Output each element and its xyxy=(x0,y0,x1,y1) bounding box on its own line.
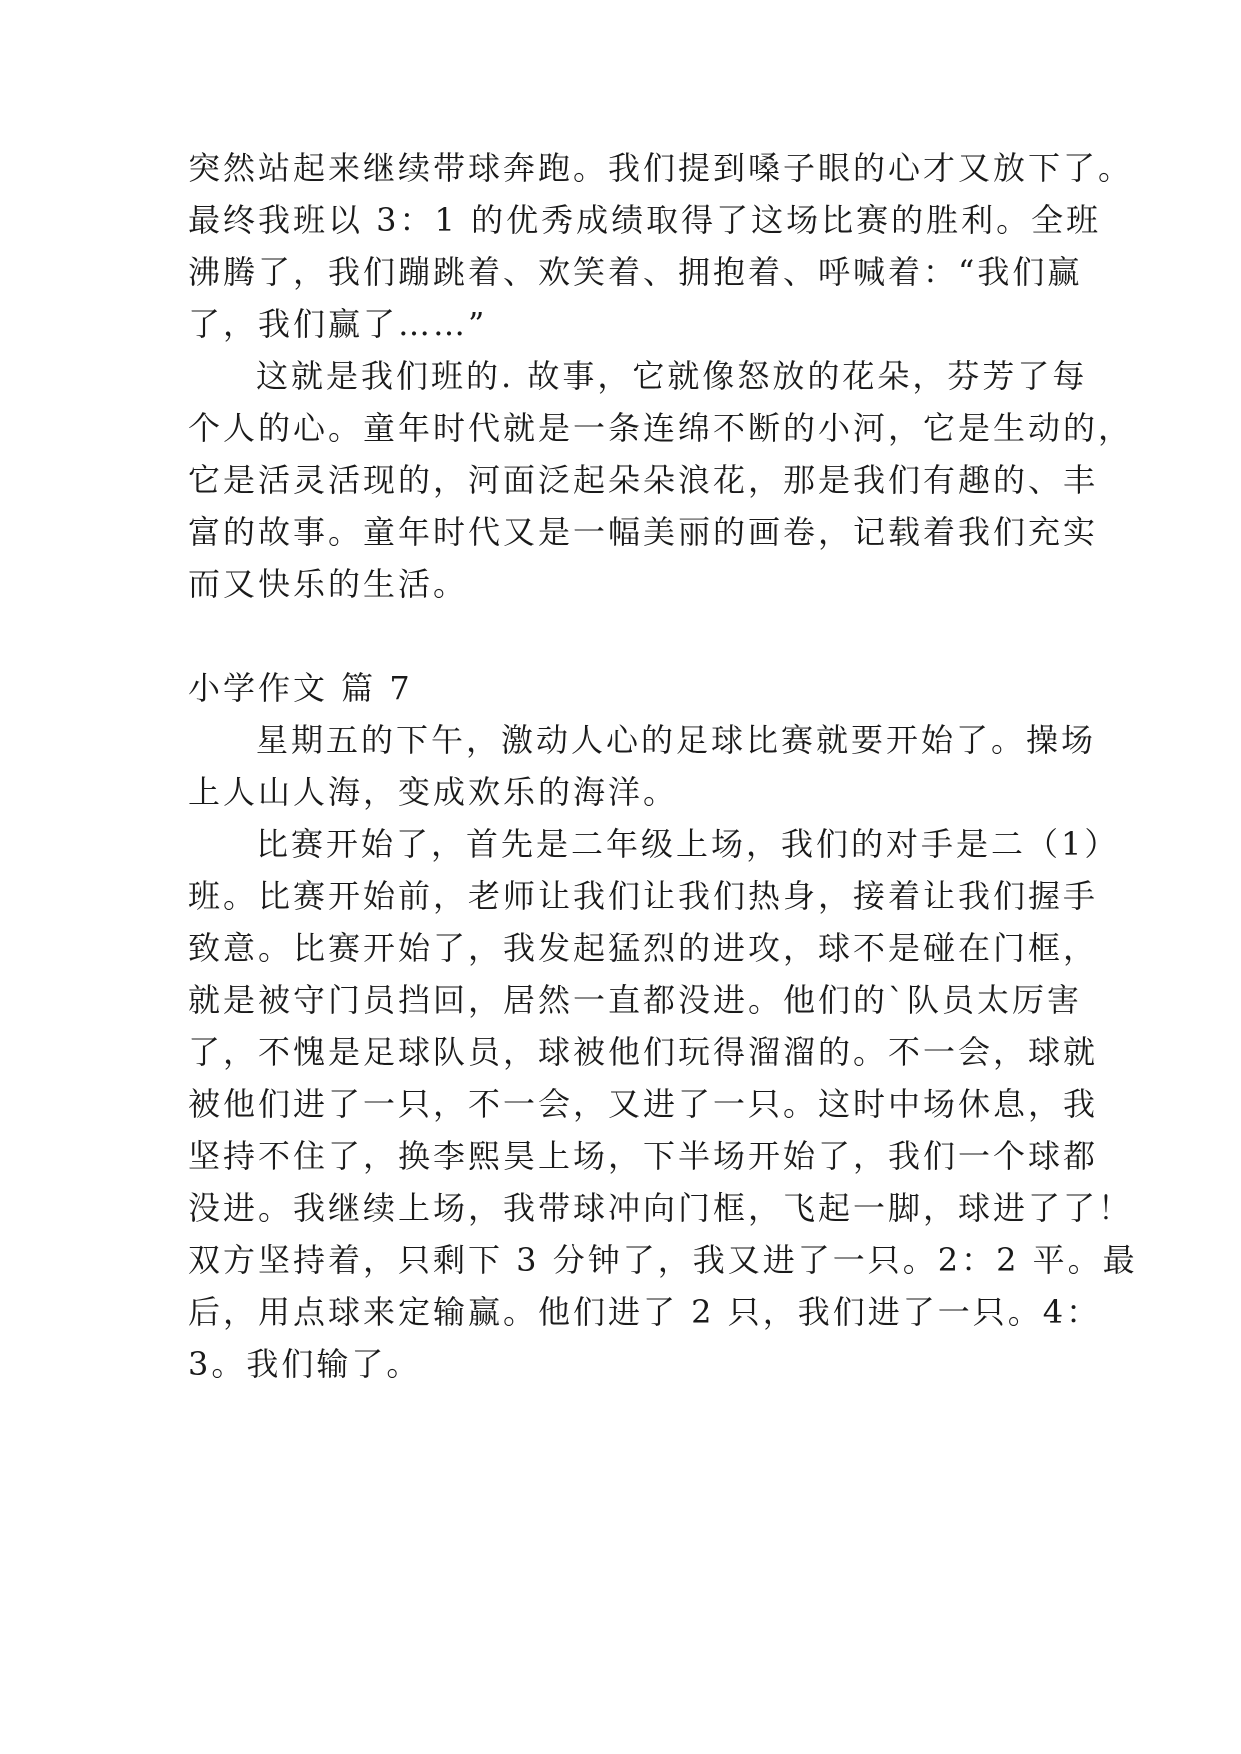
paragraph-line: 双方坚持着，只剩下 3 分钟了，我又进了一只。2：2 平。最 xyxy=(188,1241,1138,1279)
paragraph-line: 3。我们输了。 xyxy=(188,1345,422,1383)
paragraph-line: 最终我班以 3：1 的优秀成绩取得了这场比赛的胜利。全班 xyxy=(188,201,1102,239)
paragraph-line: 这就是我们班的. 故事，它就像怒放的花朵，芬芳了每 xyxy=(256,357,1088,395)
section-heading: 小学作文 篇 7 xyxy=(188,669,413,707)
paragraph-line: 坚持不住了，换李熙昊上场，下半场开始了，我们一个球都 xyxy=(188,1137,1099,1175)
paragraph-line: 而又快乐的生活。 xyxy=(188,565,469,603)
paragraph-line: 就是被守门员挡回，居然一直都没进。他们的`队员太厉害 xyxy=(188,981,1083,1019)
paragraph-line: 比赛开始了，首先是二年级上场，我们的对手是二（1） xyxy=(256,825,1120,863)
paragraph-line: 富的故事。童年时代又是一幅美丽的画卷，记载着我们充实 xyxy=(188,513,1099,551)
paragraph-line: 了，我们赢了……” xyxy=(188,305,488,343)
paragraph-line: 没进。我继续上场，我带球冲向门框，飞起一脚，球进了了！ xyxy=(188,1189,1134,1227)
paragraph-line: 它是活灵活现的，河面泛起朵朵浪花，那是我们有趣的、丰 xyxy=(188,461,1099,499)
paragraph-line: 班。比赛开始前，老师让我们让我们热身，接着让我们握手 xyxy=(188,877,1099,915)
paragraph-line: 突然站起来继续带球奔跑。我们提到嗓子眼的心才又放下了。 xyxy=(188,149,1134,187)
paragraph-line: 沸腾了，我们蹦跳着、欢笑着、拥抱着、呼喊着：“我们赢 xyxy=(188,253,1083,291)
paragraph-line: 被他们进了一只，不一会，又进了一只。这时中场休息，我 xyxy=(188,1085,1099,1123)
paragraph-line: 后，用点球来定输赢。他们进了 2 只，我们进了一只。4： xyxy=(188,1293,1102,1331)
paragraph-line: 致意。比赛开始了，我发起猛烈的进攻，球不是碰在门框， xyxy=(188,929,1099,967)
paragraph-line: 星期五的下午，激动人心的足球比赛就要开始了。操场 xyxy=(256,721,1097,759)
paragraph-line: 个人的心。童年时代就是一条连绵不断的小河，它是生动的， xyxy=(188,409,1134,447)
paragraph-line: 了，不愧是足球队员，球被他们玩得溜溜的。不一会，球就 xyxy=(188,1033,1099,1071)
paragraph-line: 上人山人海，变成欢乐的海洋。 xyxy=(188,773,679,811)
